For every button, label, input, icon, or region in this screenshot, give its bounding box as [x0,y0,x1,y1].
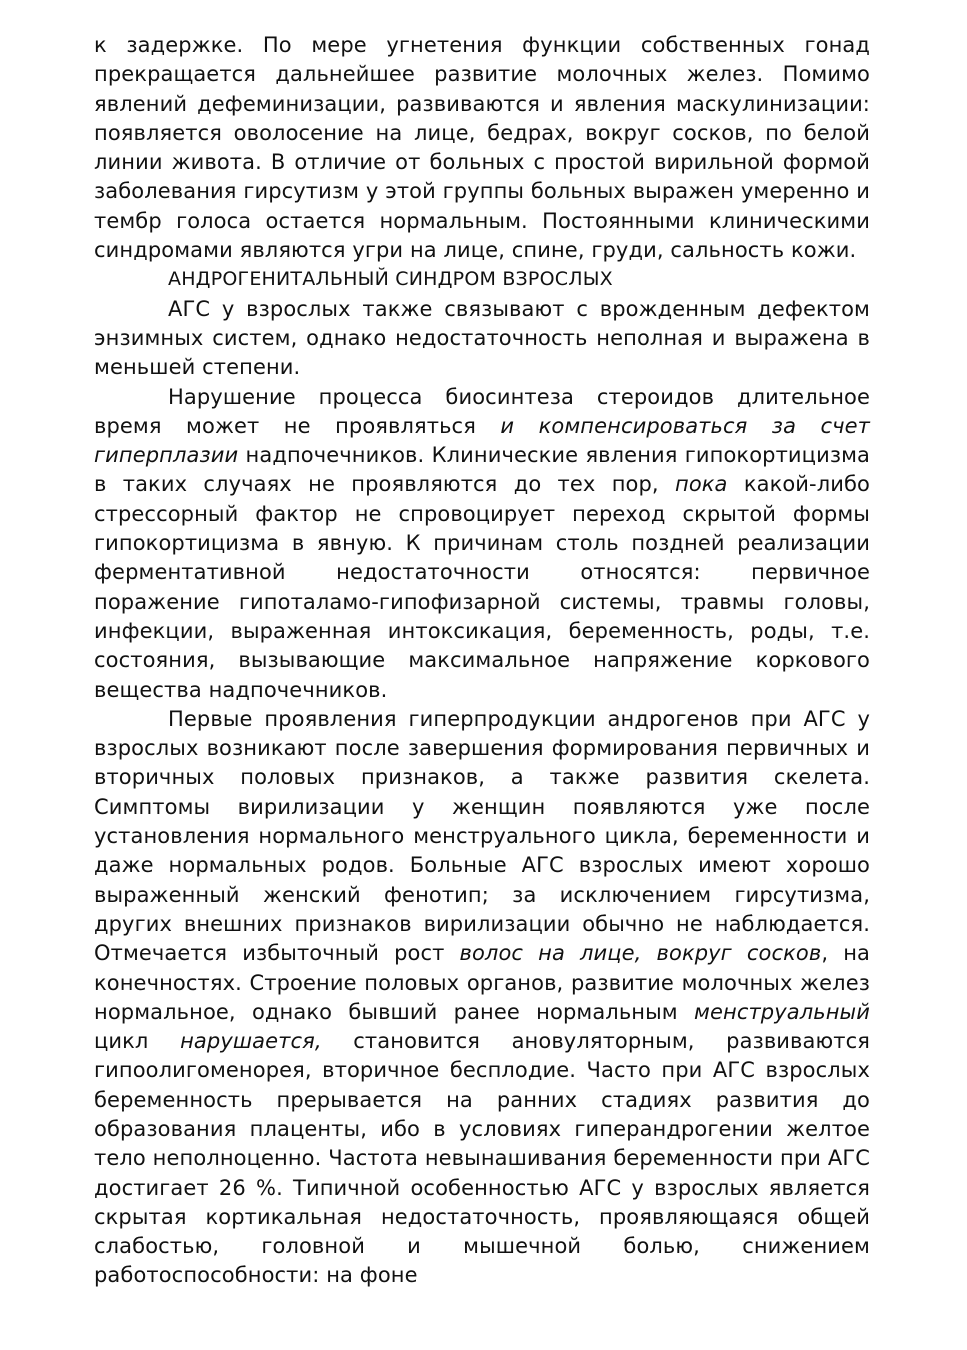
paragraph-3-italic-1: и компенсироваться за счет гиперплазии [94,413,870,468]
section-heading: АНДРОГЕНИТАЛЬНЫЙ СИНДРОМ ВЗРОСЛЫХ [168,268,613,291]
paragraph-4-text-2: , на конечностях. Строение половых органов, развитие молочных желез нормальное, однако бывший ранее нормальным [94,941,870,1024]
paragraph-3-text-1: Нарушение процесса биосинтеза стероидов длительное время может не проявляться [94,384,870,438]
paragraph-1-text: к задержке. По мере угнетения функции собственных гонад прекращается дальнейшее развитие молочных желез. Помимо явлений дефеминизации, развиваются и явления маскулинизации: появляется оволосение на лице, бедрах, вокруг сосков, по белой линии живота. В отличие от больных с простой вирильной формой заболевания гирсутизм у этой группы больных выражен умеренно и тембр голоса остается нормальным. Постоянными клиническими синдромами являются угри на лице, спине, груди, сальность кожи. [94,33,870,263]
paragraph-4-italic-3: нарушается, [180,1029,322,1054]
paragraph-4-italic-2: менструальный [694,999,870,1024]
paragraph-3 [94,383,870,705]
paragraph-4-text-1: Первые проявления гиперпродукции андрогенов при АГС у взрослых возникают после завершения формирования первичных и вторичных половых признаков, а также развития скелета. Симптомы вирилизации у женщин появляются уже после установления нормального менструального цикла, беременности и даже нормальных родов. Больные АГС взрослых имеют хорошо выраженный женский фенотип; за исключением гирсутизма, других внешних признаков вирилизации обычно не наблюдается. Отмечается избыточный рост [94,706,870,966]
paragraph-2 [94,295,870,383]
paragraph-4 [94,705,870,1291]
paragraph-3-text-3: какой-либо стрессорный фактор не спровоцирует переход скрытой формы гипокортицизма в явную. К причинам столь поздней реализации ферментативной недостаточности относятся: первичное поражение гипоталамо-гипофизарной системы, травмы головы, инфекции, выраженная интоксикация, беременность, роды, т.е. состояния, вызывающие максимальное напряжение коркового вещества надпочечников. [94,472,870,702]
paragraph-4-text-4: становится ановуляторным, развиваются гипоолигоменорея, вторичное бесплодие. Часто при АГС взрослых беременность прерывается на ранних стадиях развития до образования плаценты, ибо в условиях гиперандрогении желтое тело неполноценно. Частота невынашивания беременности при АГС достигает 26 %. Типичной особенностью АГС у взрослых является скрытая кортикальная недостаточность, проявляющаяся общей слабостью, головной и мышечной болью, снижением работоспособности: на фоне [94,1029,870,1288]
paragraph-3-text-2: надпочечников. Клинические явления гипокортицизма в таких случаях не проявляются до тех пор, [94,443,870,497]
document-page [94,31,870,1291]
paragraph-3-italic-2: пока [675,472,728,497]
paragraph-4-text-3: цикл [94,1029,181,1054]
paragraph-2-text: АГС у взрослых также связывают с врожденным дефектом энзимных систем, однако недостаточность неполная и выражена в меньшей степени. [94,296,870,380]
paragraph-4-italic-1: волос на лице, вокруг сосков [459,941,822,966]
paragraph-1 [94,31,870,265]
